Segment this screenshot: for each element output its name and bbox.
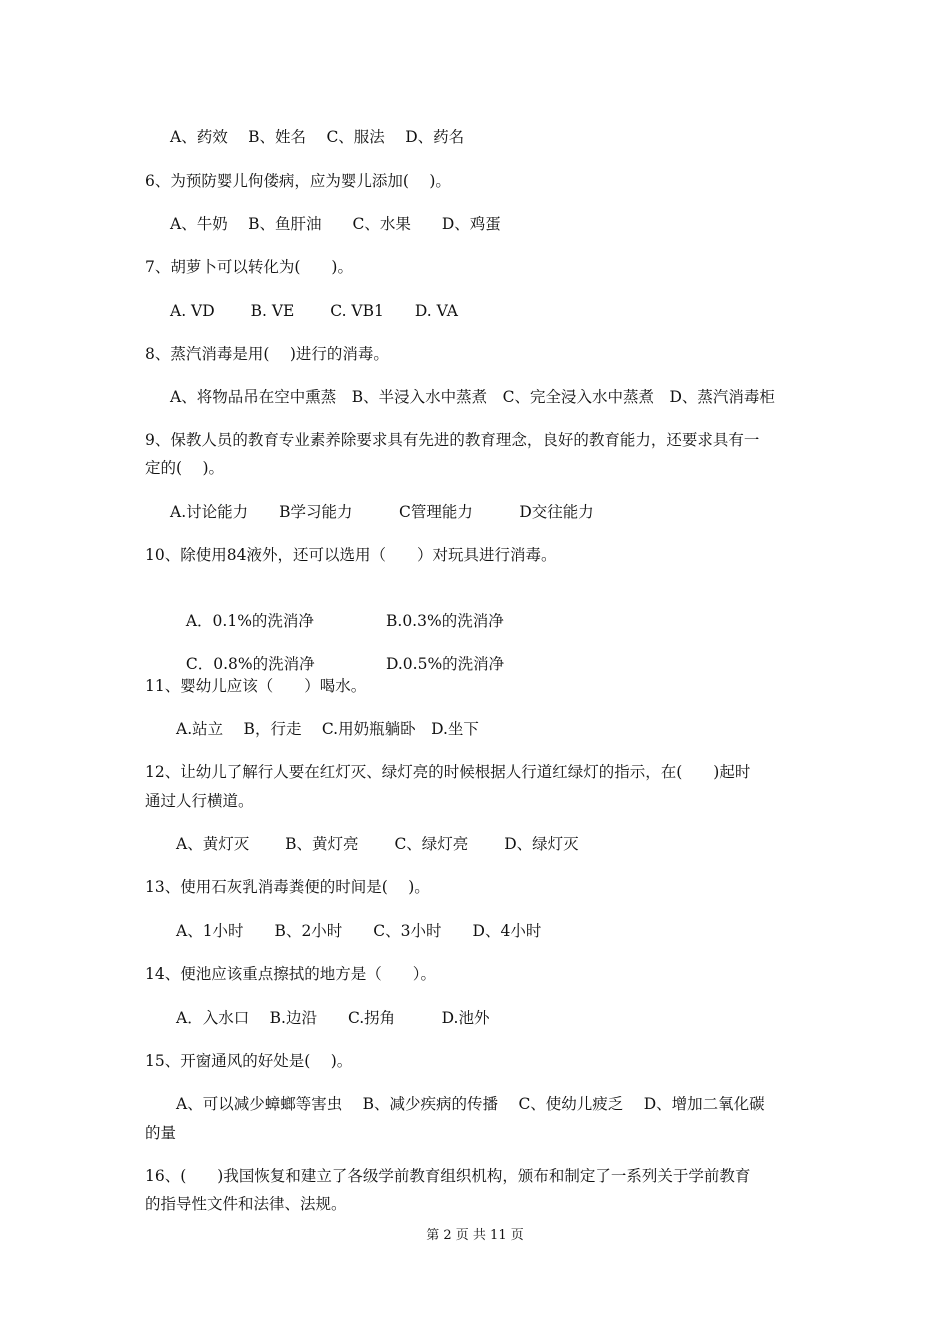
- q10-options-row2: [176, 631, 505, 675]
- q15-options-line2: 的量: [145, 1124, 177, 1142]
- q10-option-b: B.0.3%的洗消净: [386, 612, 504, 630]
- q11-options: A.站立 B，行走 C.用奶瓶躺卧 D.坐下: [176, 720, 479, 738]
- q10-option-d: D.0.5%的洗消净: [386, 655, 505, 673]
- q10-option-c: C．0.8%的洗消净: [185, 655, 315, 673]
- page-footer: 第 2 页 共 11 页: [426, 1228, 524, 1243]
- q16-stem-line2: 的指导性文件和法律、法规。: [145, 1195, 347, 1213]
- q14-options: A．入水口 B.边沿 C.拐角 D.池外: [176, 1009, 490, 1027]
- q10-option-a: A．0.1%的洗消净: [185, 612, 314, 630]
- q8-stem: 8、蒸汽消毒是用( )进行的消毒。: [145, 345, 389, 363]
- q10-options-row1: [176, 588, 504, 632]
- q7-options: A. VD B. VE C. VB1 D. VA: [170, 302, 458, 320]
- q11-stem: 11、婴幼儿应该（ ）喝水。: [145, 677, 367, 695]
- q12-stem-line2: 通过人行横道。: [145, 792, 254, 810]
- q6-stem: 6、为预防婴儿佝偻病，应为婴儿添加( )。: [145, 172, 451, 190]
- q5-options: A、药效 B、姓名 C、服法 D、药名: [170, 128, 465, 146]
- q12-stem-line1: 12、让幼儿了解行人要在红灯灭、绿灯亮的时候根据人行道红绿灯的指示，在( )起时: [145, 763, 751, 781]
- q12-options: A、黄灯灭 B、黄灯亮 C、绿灯亮 D、绿灯灭: [176, 835, 579, 853]
- q14-stem: 14、便池应该重点擦拭的地方是（ ）。: [145, 965, 436, 983]
- q9-stem-line1: 9、保教人员的教育专业素养除要求具有先进的教育理念，良好的教育能力，还要求具有一: [145, 431, 760, 449]
- q13-options: A、1小时 B、2小时 C、3小时 D、4小时: [176, 922, 542, 940]
- q6-options: A、牛奶 B、鱼肝油 C、水果 D、鸡蛋: [170, 215, 501, 233]
- q7-stem: 7、胡萝卜可以转化为( )。: [145, 258, 353, 276]
- q13-stem: 13、使用石灰乳消毒粪便的时间是( )。: [145, 878, 430, 896]
- q10-stem: 10、除使用84液外，还可以选用（ ）对玩具进行消毒。: [145, 546, 557, 564]
- q16-stem-line1: 16、( )我国恢复和建立了各级学前教育组织机构，颁布和制定了一系列关于学前教育: [145, 1167, 751, 1185]
- q9-stem-line2: 定的( )。: [145, 459, 225, 477]
- q15-options-line1: A、可以减少蟑螂等害虫 B、减少疾病的传播 C、使幼儿疲乏 D、增加二氧化碳: [176, 1095, 765, 1113]
- q9-options: A.讨论能力 B学习能力 C管理能力 D交往能力: [170, 503, 594, 521]
- q15-stem: 15、开窗通风的好处是( )。: [145, 1052, 353, 1070]
- q8-options: A、将物品吊在空中熏蒸 B、半浸入水中蒸煮 C、完全浸入水中蒸煮 D、蒸汽消毒柜: [170, 388, 775, 406]
